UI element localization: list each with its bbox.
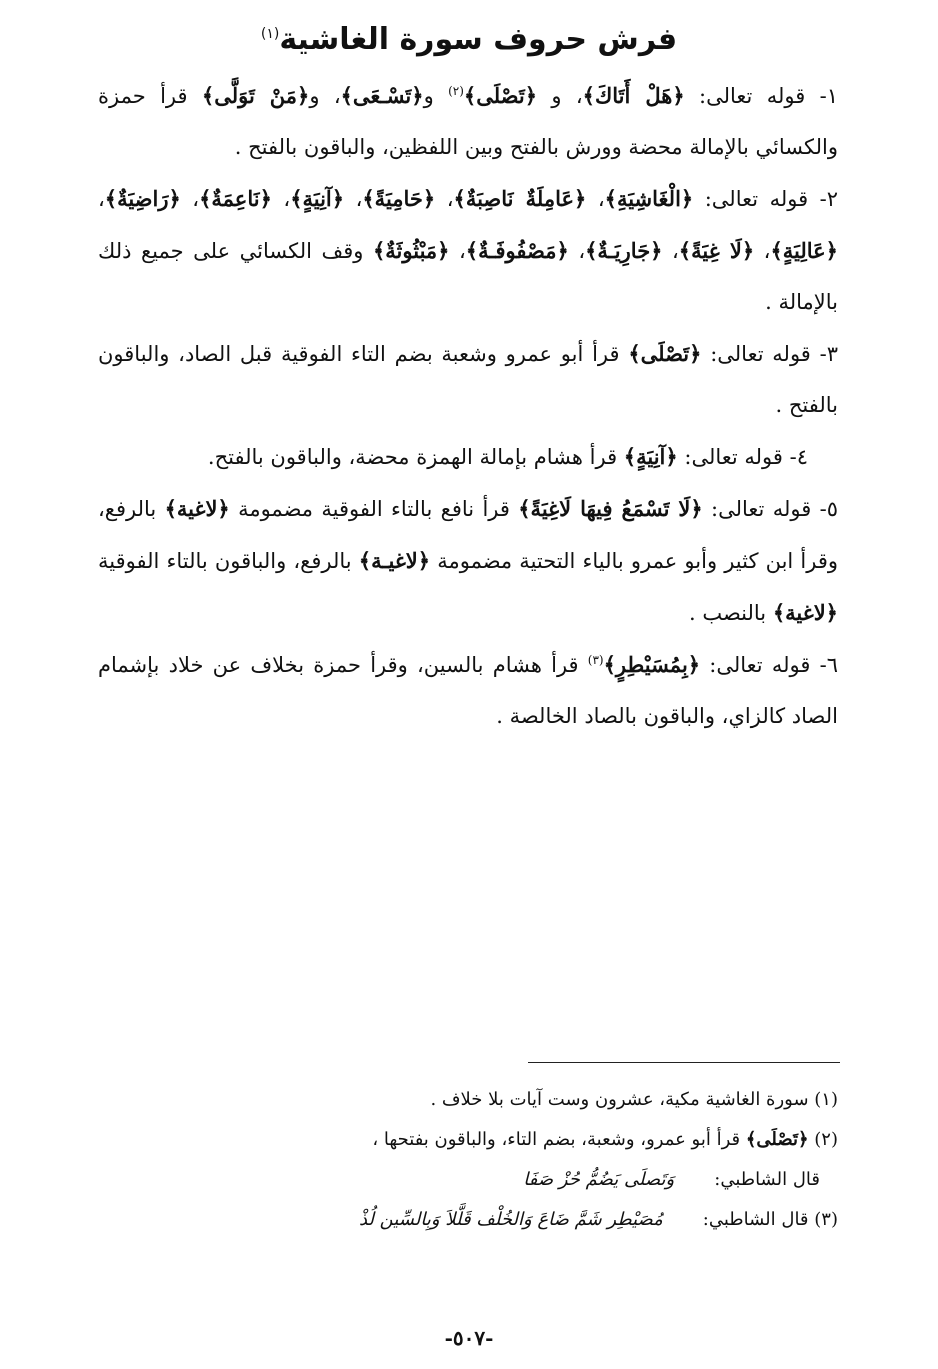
paragraph-text: قرأ هشام بالسين، وقرأ حمزة بخلاف عن خلاد بإشمام الصاد كالزاي، والباقون بالصاد الخالصة .	[98, 653, 838, 728]
footnote-1: (١) سورة الغاشية مكية، عشرون وست آيات بلا خلاف .	[430, 1089, 838, 1110]
paragraph-number: ٢-	[808, 187, 839, 211]
quran-word: ﴿لاغيـة﴾	[358, 548, 431, 573]
paragraph-text: قوله تعالى:	[677, 445, 783, 469]
paragraph-text: ،	[449, 239, 466, 263]
quran-word: ﴿آنِيَةٍ﴾	[623, 444, 678, 469]
quran-word: ﴿تَصْلَى﴾	[463, 83, 538, 108]
page-title	[0, 12, 938, 62]
page-number: -٥٠٧-	[444, 1326, 494, 1350]
paragraph-text: قرأ هشام بإمالة الهمزة محضة، والباقون بالفتح.	[207, 445, 624, 469]
footnote-marker: (٢)	[448, 84, 464, 98]
paragraph-text: ،	[754, 239, 771, 263]
paragraph-number: ١-	[805, 84, 838, 108]
paragraph-text: ،	[344, 187, 363, 211]
paragraph-number: ٦-	[810, 653, 838, 677]
quran-word: ﴿تَصْلَى﴾	[628, 341, 702, 366]
paragraph-text: ،	[586, 187, 605, 211]
quran-word: ﴿مَصْفُوفَـةٌ﴾	[465, 238, 569, 263]
paragraph-4	[98, 431, 838, 483]
title-footnote-marker: (١)	[260, 26, 280, 42]
paragraph-text: قوله تعالى:	[693, 187, 809, 211]
footnote-2-text: قرأ أبو عمرو، وشعبة، بضم التاء، والباقون بفتحها ،	[372, 1129, 746, 1150]
paragraph-text: بالرفع، والباقون بالتاء الفوقية	[98, 549, 359, 573]
footnotes	[98, 1080, 838, 1240]
quran-word: ﴿آنِيَةٍ﴾	[290, 186, 345, 211]
paragraph-2	[98, 173, 838, 328]
paragraph-text: ،	[435, 187, 454, 211]
footnote-3-verse: مُصَيْطِر شَمَّ ضَاعَ وَالخُلْف قَلَّلاَ وَبِالسِّين لُذْ	[359, 1209, 663, 1230]
quran-word: ﴿جَارِيَـةٌ﴾	[585, 238, 663, 263]
footnote-2-number: (٢)	[808, 1129, 838, 1150]
paragraph-text: بالرفع، وقرأ ابن كثير وأبو عمرو بالياء التحتية مضمومة	[98, 497, 838, 573]
title-text: فرش حروف سورة الغاشية	[279, 22, 678, 57]
paragraph-text: وقف الكسائي على جميع ذلك بالإمالة .	[98, 239, 838, 314]
quran-word: ﴿لاغية﴾	[164, 496, 230, 521]
paragraph-text: قوله تعالى:	[701, 342, 811, 366]
main-text	[98, 70, 838, 742]
paragraph-text: و	[423, 84, 449, 108]
paragraph-text: ، و	[309, 84, 341, 108]
quran-word: ﴿مَنْ تَوَلَّى﴾	[201, 83, 310, 108]
footnote-2-verse: وَتَصلَى يَضُمُّ حُزْ صَفَا	[523, 1169, 675, 1190]
paragraph-text: ،	[662, 239, 679, 263]
quran-word: ﴿عَامِلَةٌ نَاصِبَةٌ﴾	[453, 186, 587, 211]
paragraph-text: قرأ أبو عمرو وشعبة بضم التاء الفوقية قبل الصاد، والباقون بالفتح .	[98, 342, 838, 417]
paragraph-3	[98, 328, 838, 431]
paragraph-6	[98, 639, 838, 742]
footnote-2-label: قال الشاطبي:	[714, 1169, 820, 1190]
paragraph-number: ٣-	[810, 342, 838, 366]
quran-word: ﴿لَا تَسْمَعُ فِيهَا لَاغِيَةً﴾	[518, 496, 703, 521]
quran-word: ﴿نَاعِمَةٌ﴾	[199, 186, 272, 211]
paragraph-number: ٤-	[782, 445, 808, 469]
paragraph-text: ،	[271, 187, 291, 211]
paragraph-text: قوله تعالى:	[700, 653, 811, 677]
paragraph-number: ٥-	[811, 497, 838, 521]
quran-word: ﴿هَلْ أَتَاكَ﴾	[582, 83, 685, 108]
paragraph-text: قرأ حمزة والكسائي بالإمالة محضة وورش بالفتح وبين اللفظين، والباقون بالفتح .	[98, 84, 838, 159]
footnote-2-quran-word: ﴿تَصْلَى﴾	[745, 1129, 809, 1150]
footnote-2-verse-row	[98, 1160, 838, 1200]
quran-word: ﴿مَبْثُوثَةٌ﴾	[372, 238, 450, 263]
quran-word: ﴿حَامِيَةً﴾	[362, 186, 436, 211]
paragraph-text: بالنصب .	[688, 601, 773, 625]
footnote-marker: (٣)	[587, 653, 604, 667]
footnote-3	[98, 1200, 838, 1240]
quran-word: ﴿رَاضِيَةٌ﴾	[104, 186, 181, 211]
paragraph-text: ،	[568, 239, 586, 263]
quran-word: ﴿بِمُسَيْطِرٍ﴾	[603, 652, 701, 677]
footnote-3-label: (٣) قال الشاطبي:	[702, 1209, 838, 1230]
quran-word: ﴿الْغَاشِيَةِ﴾	[604, 186, 694, 211]
paragraph-5	[98, 483, 838, 639]
paragraph-text: قرأ نافع بالتاء الفوقية مضمومة	[229, 497, 519, 521]
paragraph-text: قوله تعالى:	[684, 84, 806, 108]
quran-word: ﴿لَا غِيَةً﴾	[678, 238, 755, 263]
footnote-2	[98, 1120, 838, 1160]
paragraph-text: ، و	[537, 84, 583, 108]
quran-word: ﴿عَالِيَةٍ﴾	[770, 238, 838, 263]
paragraph-text: ،	[180, 187, 200, 211]
footnote-divider	[528, 1062, 840, 1063]
quran-word: ﴿تَسْـعَى﴾	[340, 83, 424, 108]
quran-word: ﴿لاغية﴾	[772, 600, 838, 625]
paragraph-text: قوله تعالى:	[702, 497, 812, 521]
paragraph-text: ،	[98, 187, 105, 211]
paragraph-1	[98, 70, 838, 173]
